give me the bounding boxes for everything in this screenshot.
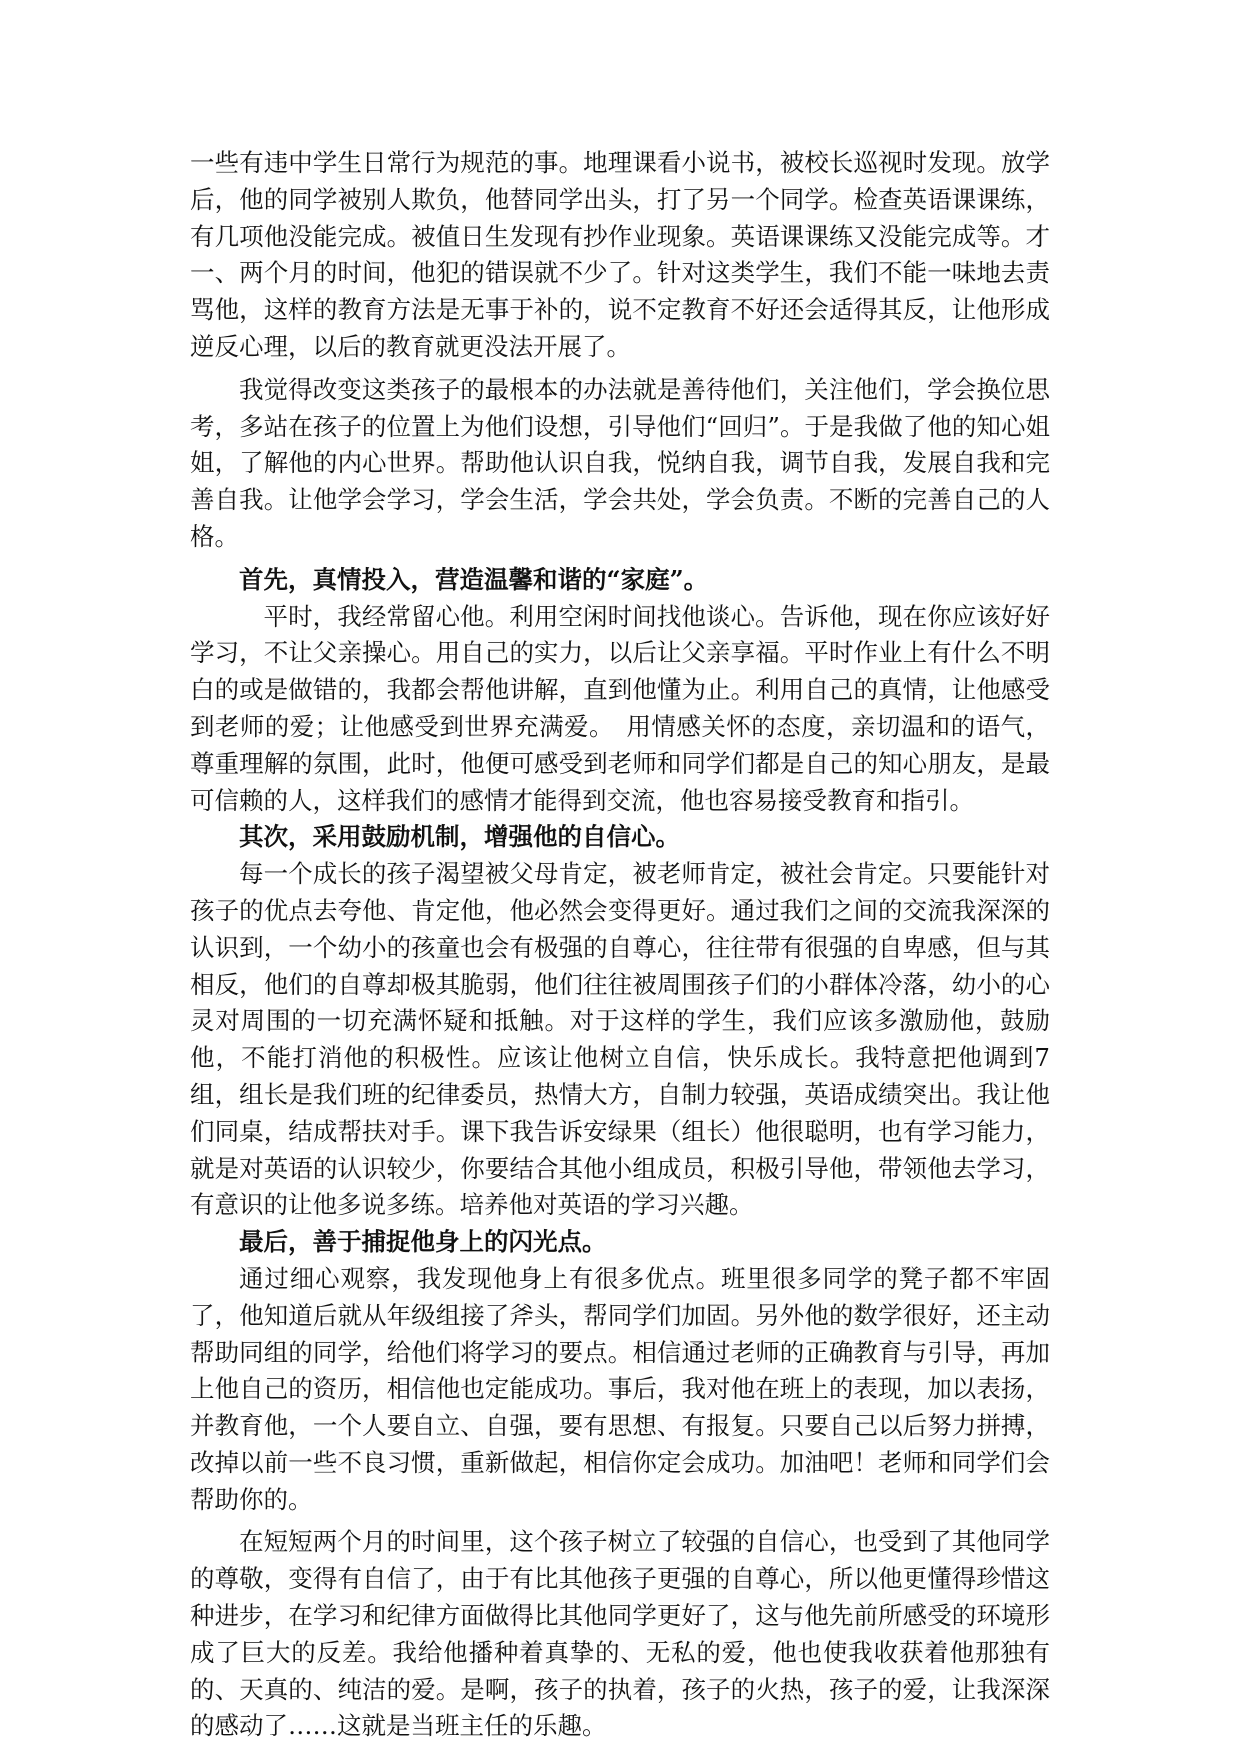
paragraph-continued: 一些有违中学生日常行为规范的事。地理课看小说书，被校长巡视时发现。放学后，他的同学被别人欺负，他替同学出头，打了另一个同学。检查英语课课练，有几项他没能完成。被值日生发现有抄作业现象。英语课课练又没能完成等。才一、两个月的时间，他犯的错误就不少了。针对这类学生，我们不能一味地去责骂他，这样的教育方法是无事于补的，说不定教育不好还会适得其反，让他形成逆反心理，以后的教育就更没法开展了。 bbox=[190, 148, 1050, 361]
document-page bbox=[190, 145, 1050, 1745]
paragraph-conclusion: 在短短两个月的时间里，这个孩子树立了较强的自信心，也受到了其他同学的尊敬，变得有自信了，由于有比其他孩子更强的自尊心，所以他更懂得珍惜这种进步，在学习和纪律方面做得比其他同学更好了，这与他先前所感受的环境形成了巨大的反差。我给他播种着真挚的、无私的爱，他也使我收获着他那独有的、天真的、纯洁的爱。是啊，孩子的执着，孩子的火热，孩子的爱，让我深深的感动了……这就是当班主任的乐趣。 bbox=[190, 1527, 1050, 1741]
heading-first: 首先，真情投入，营造温馨和谐的“家庭”。 bbox=[239, 564, 709, 594]
heading-third: 最后，善于捕捉他身上的闪光点。 bbox=[239, 1227, 607, 1257]
paragraph-second: 每一个成长的孩子渴望被父母肯定，被老师肯定，被社会肯定。只要能针对孩子的优点去夸他、肯定他，他必然会变得更好。通过我们之间的交流我深深的认识到，一个幼小的孩童也会有极强的自尊心，往往带有很强的自卑感，但与其相反，他们的自尊却极其脆弱，他们往往被周围孩子们的小群体冷落，幼小的心灵对周围的一切充满怀疑和抵触。对于这样的学生，我们应该多激励他，鼓励他，不能打消他的积极性。应该让他树立自信，快乐成长。我特意把他调到7组，组长是我们班的纪律委员，热情大方，自制力较强，英语成绩突出。我让他们同桌，结成帮扶对手。课下我告诉安绿果（组长）他很聪明，也有学习能力，就是对英语的认识较少，你要结合其他小组成员，积极引导他，带领他去学习，有意识的让他多说多练。培养他对英语的学习兴趣。 bbox=[190, 859, 1050, 1220]
heading-second: 其次，采用鼓励机制，增强他的自信心。 bbox=[239, 822, 680, 852]
paragraph-third: 通过细心观察，我发现他身上有很多优点。班里很多同学的凳子都不牢固了，他知道后就从年级组接了斧头，帮同学们加固。另外他的数学很好，还主动帮助同组的同学，给他们将学习的要点。相信通过老师的正确教育与引导，再加上他自己的资历，相信他也定能成功。事后，我对他在班上的表现，加以表扬，并教育他，一个人要自立、自强，要有思想、有报复。只要自己以后努力拼搏，改掉以前一些不良习惯，重新做起，相信你定会成功。加油吧！老师和同学们会帮助你的。 bbox=[190, 1263, 1050, 1514]
paragraph-approach: 我觉得改变这类孩子的最根本的办法就是善待他们，关注他们，学会换位思考，多站在孩子的位置上为他们设想，引导他们“回归”。于是我做了他的知心姐姐，了解他的内心世界。帮助他认识自我，悦纳自我，调节自我，发展自我和完善自我。让他学会学习，学会生活，学会共处，学会负责。不断的完善自己的人格。 bbox=[190, 374, 1050, 551]
paragraph-first: 平时，我经常留心他。利用空闲时间找他谈心。告诉他，现在你应该好好学习，不让父亲操心。用自己的实力，以后让父亲享福。平时作业上有什么不明白的或是做错的，我都会帮他讲解，直到他懂为止。利用自己的真情，让他感受到老师的爱；让他感受到世界充满爱。 用情感关怀的态度，亲切温和的语气，尊重理解的氛围，此时，他便可感受到老师和同学们都是自己的知心朋友，是最可信赖的人，这样我们的感情才能得到交流，他也容易接受教育和指引。 bbox=[190, 601, 1050, 815]
